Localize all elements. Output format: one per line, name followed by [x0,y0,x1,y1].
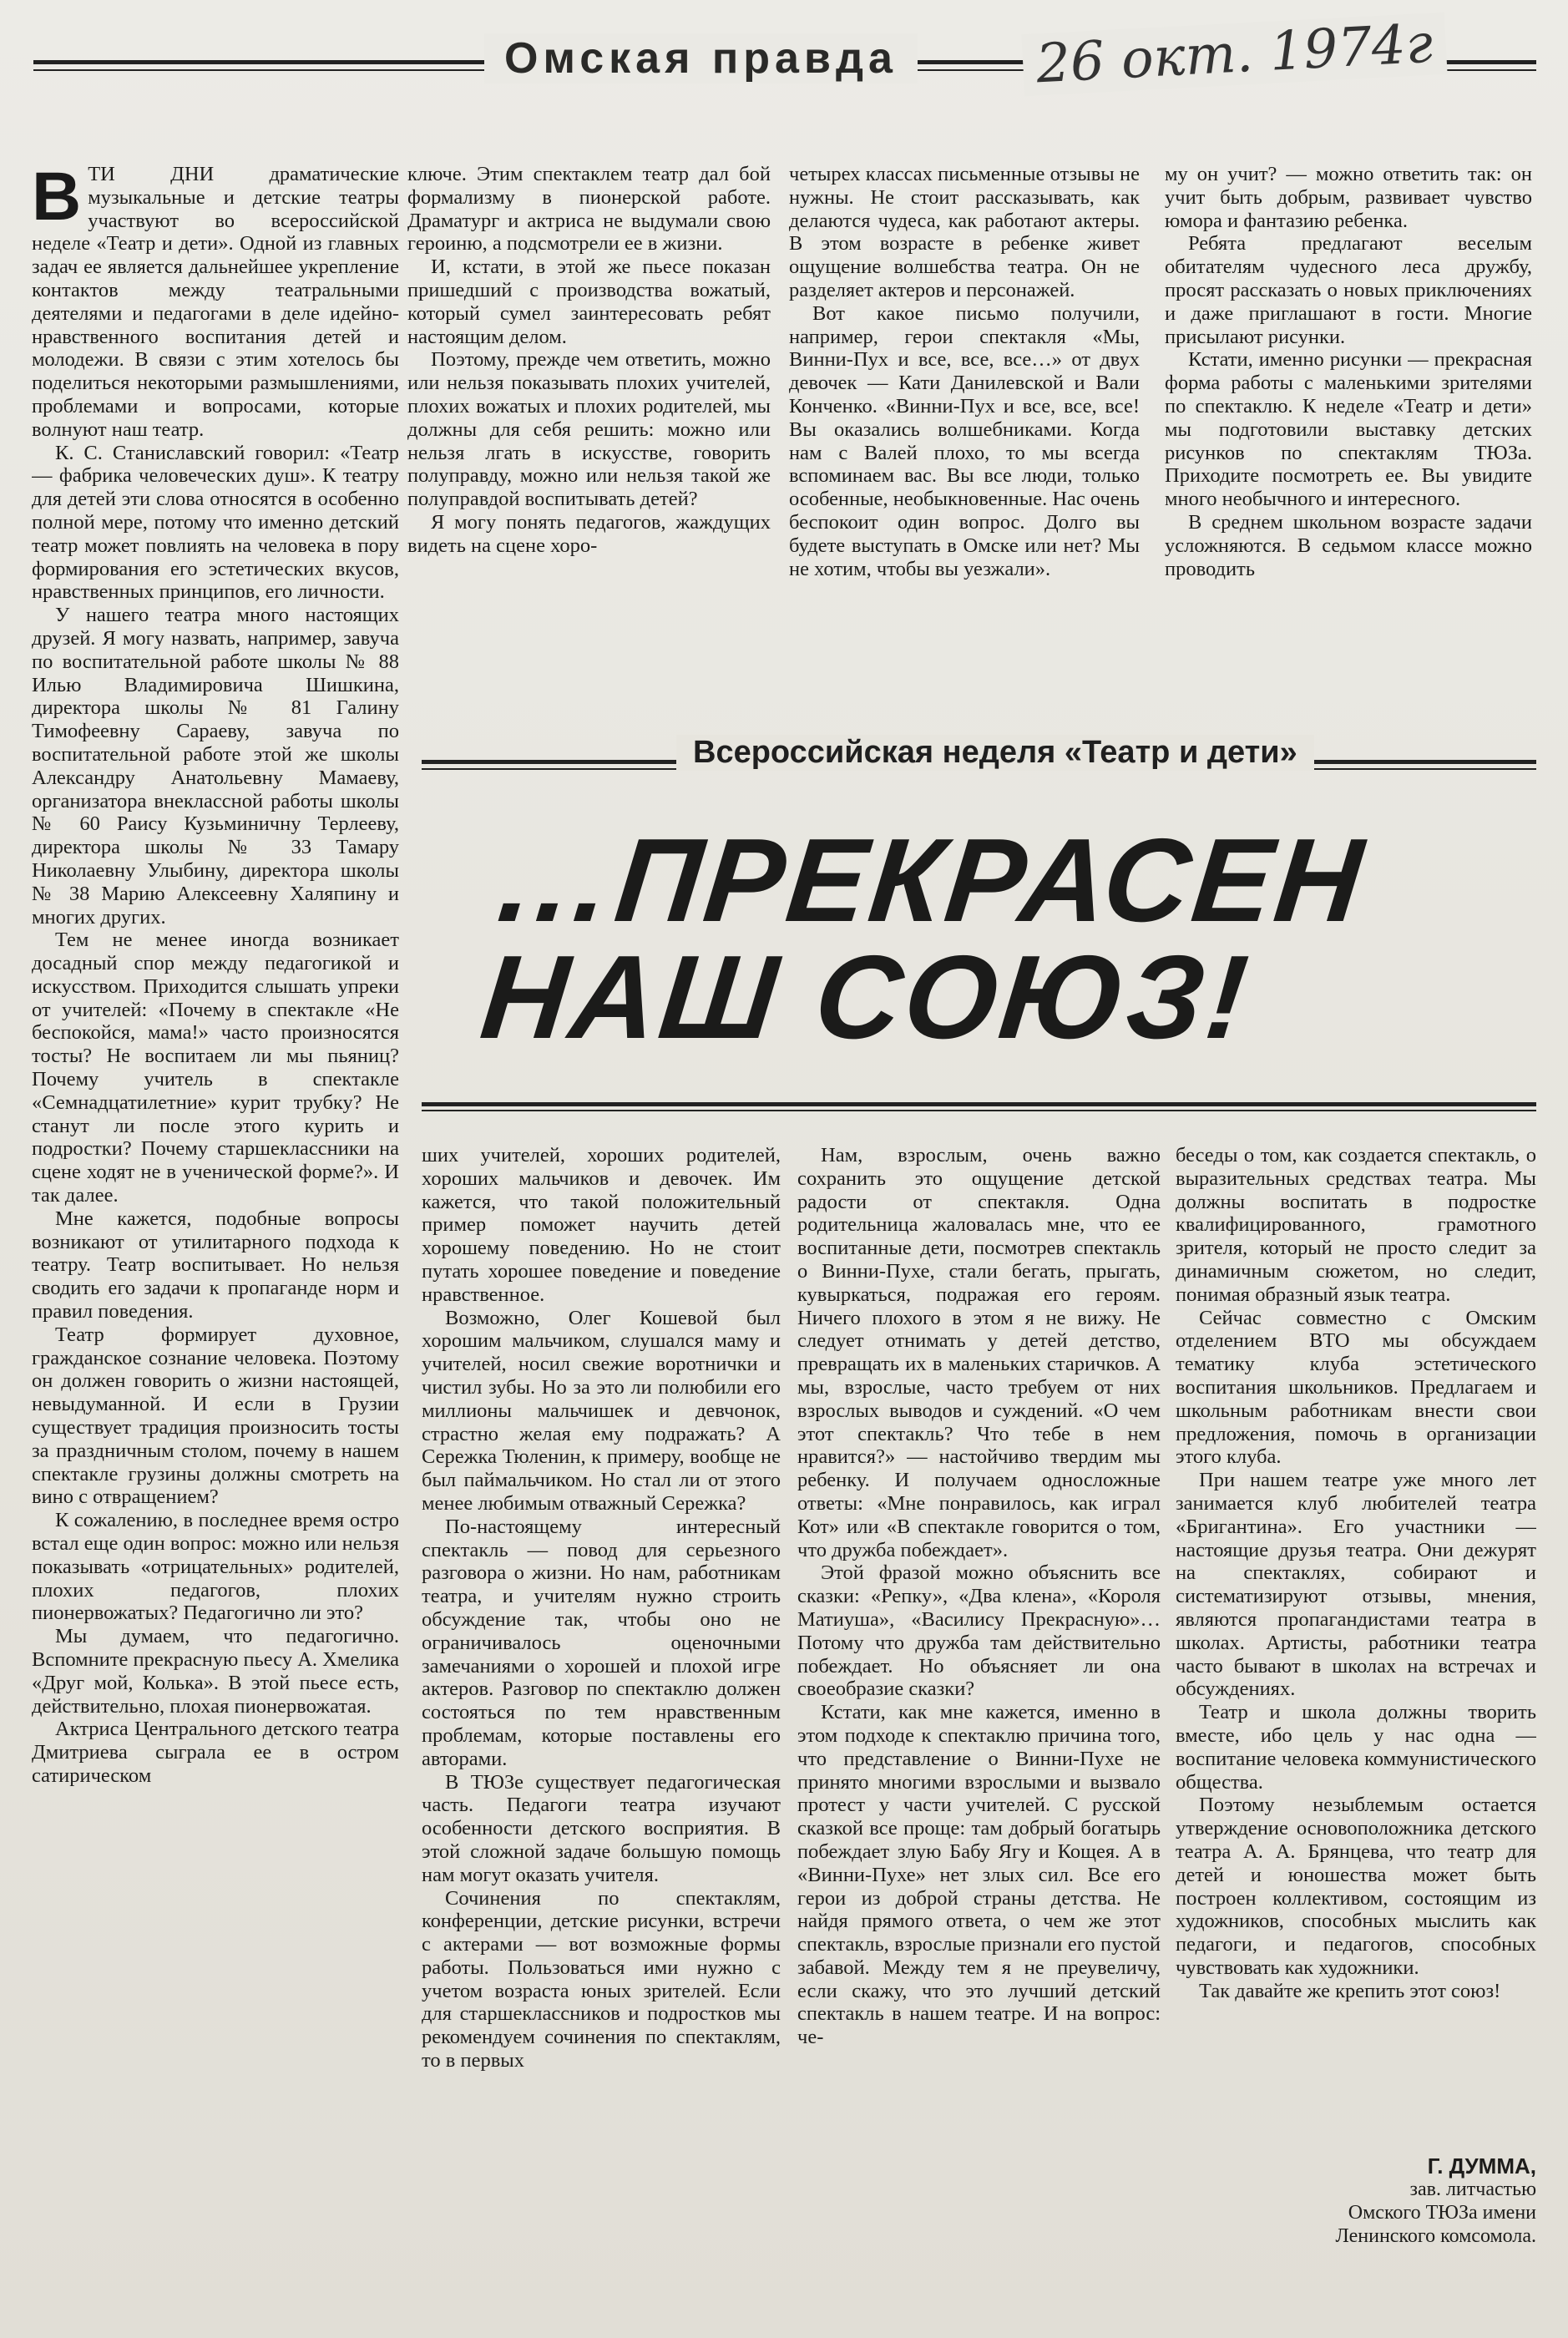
handwritten-date: 26 окт. 1974г [1021,13,1447,96]
paragraph: ших учителей, хороших родителей, хороших мальчиков и девочек. Им кажется, что такой положительный пример поможет научить детей хорошему поведению. Но не стоит путать хорошее поведение и поведение нравственное. [422,1144,781,1306]
paragraph: К. С. Станиславский говорил: «Театр — фабрика человеческих душ». К театру для детей эти слова относятся в особенно полной мере, потому что именно детский театр может повлиять на человека в пору формирования его эстетических вкусов, нравственных принципов, его личности. [32,441,399,604]
author-organization-name: Ленинского комсомола. [1335,2225,1536,2247]
paragraph: Сейчас совместно с Омским отделением ВТО мы обсуждаем тематику клуба эстетического воспитания школьников. Предлагаем и школьным работникам внести свои предложения, помочь в организации этого клуба. [1176,1306,1536,1469]
paragraph: Кстати, именно рисунки — прекрасная форма работы с маленькими зрителями по спектаклю. К неделе «Театр и дети» мы подготовили выставку детских рисунков по спектаклям ТЮЗа. Приходите посмотреть ее. Вы увидите много необычного и интересного. [1165,348,1532,511]
paragraph: По-настоящему интересный спектакль — повод для серьезного разговора о жизни. Но нам, работникам театра, и учителям нужно строить обсуждение так, чтобы оно не ограничивалось оценочными замечаниями о хорошей и плохой игре актеров. Разговор по спектаклю должен состояться по тем нравственным проблемам, которые поставлены его авторами. [422,1515,781,1770]
paragraph: Я могу понять педагогов, жаждущих видеть на сцене хоро- [407,510,771,557]
paragraph: четырех классах письменные отзывы не нужны. Не стоит рассказывать, как делаются чудеса, как работают актеры. В этом возрасте в ребенке живет ощущение волшебства театра. Он не разделяет актеров и персонажей. [789,163,1140,301]
paragraph: Мне кажется, подобные вопросы возникают от утилитарного подхода к театру. Театр воспитывает. Но нельзя сводить его задачи к пропаганде норм и правил поведения. [32,1207,399,1323]
paragraph: Вот какое письмо получили, например, герои спектакля «Мы, Винни-Пух и все, все, все…» от двух девочек — Кати Данилевской и Вали Конченко. «Винни-Пух и все, все, все! Вы оказались волшебниками. Когда нам с Валей плохо, то мы всегда вспоминаем вас. Вы все люди, только особенные, необыкновенные. Нас очень беспокоит один вопрос. Долго вы будете выступать в Омске или нет? Мы не хотим, чтобы вы уезжали». [789,301,1140,580]
paragraph: Актриса Центрального детского театра Дмитриева сыграла ее в остром сатирическом [32,1718,399,1787]
rubric-title: Всероссийская неделя «Театр и дети» [676,735,1314,771]
paragraph: беседы о том, как создается спектакль, о выразительных средствах театра. Мы должны воспитать в подростке квалифицированного, грамотного зрителя, который не просто следит за динамичным сюжетом, но следит, понимая образный язык театра. [1176,1144,1536,1306]
article-column-5 [422,1144,781,2330]
paragraph: Так давайте же крепить этот союз! [1199,1979,1501,2002]
paragraph: У нашего театра много настоящих друзей. Я могу назвать, например, завуча по воспитательной работе школы № 88 Илью Владимировича Шишкина, директора школы № 81 Галину Тимофеевну Сараеву, завуча по воспитательной работе этой же школы Александру Анатольевну Мамаеву, организатора внеклассной работы школы № 60 Раису Кузьминичну Терлееву, директора школы № 33 Тамару Николаевну Улыбину, директора школы № 38 Марию Алексеевну Халяпину и многих других. [32,604,399,929]
masthead [33,13,1536,99]
paragraph: И, кстати, в этой же пьесе показан пришедший с производства вожатый, который сумел заинтересовать ребят настоящим делом. [407,256,771,348]
paragraph: Сочинения по спектаклям, конференции, детские рисунки, встречи с актерами — вот возможные формы работы. Пользоваться ими нужно с учетом возраста юных зрителей. Если для старшеклассников и подростков мы рекомендуем сочинения по спектаклям, то в первых [422,1886,781,2072]
paragraph: В среднем школьном возрасте задачи усложняются. В седьмом классе можно проводить [1165,510,1532,580]
article-column-4 [1165,163,1532,697]
lead-text: ТИ ДНИ драматические музыкальные и детские театры участвуют во всероссийской неделе «Театр и дети». Одной из главных задач ее является дальнейшее укрепление контактов между театральными деятелями и педагогами в деле идейно-нравственного воспитания детей и молодежи. В связи с этим хотелось бы поделиться некоторыми размышлениями, проблемами и вопросами, которые волнуют наш театр. [32,163,399,441]
paragraph: В ТЮЗе существует педагогическая часть. Педагоги театра изучают особенности детского восприятия. В этой сложной задаче большую помощь нам могут оказать учителя. [422,1770,781,1886]
drop-cap: В [32,163,82,235]
paragraph: Поэтому незыблемым остается утверждение основоположника детского театра А. А. Брянцева, что театр для детей и юношества может быть построен коллективом, состоящим из художников, способных мыслить как педагоги, и педагогов, способных чувствовать как художники. [1176,1794,1536,1979]
headline-banner [422,735,1536,1102]
paragraph: Театр и школа должны творить вместе, ибо цель у нас одна — воспитание человека коммунистического общества. [1176,1701,1536,1794]
article-column-7 [1176,1144,1536,2150]
paragraph: Этой фразой можно объяснить все сказки: «Репку», «Два клена», «Короля Матиуша», «Василису Прекрасную»… Потому что дружба там действительно побеждает. Но объясняет ли она своеобразие сказки? [797,1561,1161,1701]
paragraph: Ребята предлагают веселым обитателям чудесного леса дружбу, просят рассказать о новых приключениях и даже приглашают в гости. Многие присылают рисунки. [1165,232,1532,348]
paragraph: Тем не менее иногда возникает досадный спор между педагогикой и искусством. Приходится слышать упреки от учителей: «Почему в спектакле «Не беспокойся, мама!» часто произносятся тосты? Не воспитаем ли мы пьяниц? Почему учитель в спектакле «Семнадцатилетние» курит трубку? Не станут ли после этого курить и подростки? Почему старшеклассники на сцене ходят не в ученической форме?». И так далее. [32,929,399,1207]
headline: …ПРЕКРАСЕН НАШ СОЮЗ! [475,814,1372,1064]
article-column-3 [789,163,1140,697]
paragraph: му он учит? — можно ответить так: он учит быть добрым, развивает чувство юмора и фантазию ребенка. [1165,163,1532,232]
paragraph: К сожалению, в последнее время остро встал еще один вопрос: можно или нельзя показывать «отрицательных» родителей, плохих педагогов, плохих пионервожатых? Педагогично ли это? [32,1509,399,1625]
author-name: Г. ДУММА, [1427,2153,1536,2179]
paragraph: Возможно, Олег Кошевой был хорошим мальчиком, слушался маму и учителей, носил свежие воротнички и чистил зубы. Но за это ли полюбили его миллионы мальчишек и девчонок, страстно желая ему подражать? А Сережка Тюленин, к примеру, вообще не был паймальчиком. Но стал ли от этого менее любимым отважный Сережка? [422,1306,781,1515]
author-position: зав. литчастью [1409,2179,1536,2200]
paragraph: Поэтому, прежде чем ответить, можно или нельзя показывать плохих учителей, плохих вожатых и плохих родителей, мы должны для себя решить: можно или нельзя лгать в искусстве, говорить полуправду, можно или нельзя такой же полуправдой воспитывать детей? [407,348,771,511]
headline-rule [422,1102,1536,1111]
newspaper-name: Омская правда [484,33,918,84]
paragraph: ключе. Этим спектаклем театр дал бой формализму в пионерской работе. Драматург и актриса не выдумали свою героиню, а подсмотрели ее в жизни. [407,163,771,256]
paragraph: Мы думаем, что педагогично. Вспомните прекрасную пьесу А. Хмелика «Друг мой, Колька». В этой пьесе есть, действительно, плохая пионервожатая. [32,1625,399,1718]
lead-paragraph [32,163,399,442]
paragraph: Кстати, как мне кажется, именно в этом подходе к спектаклю причина того, что представление о Винни-Пухе не принято многими взрослыми и вызвало протест у части учителей. С русской сказкой все проще: там добрый богатырь побеждает злую Бабу Ягу и Кощея. А в «Винни-Пухе» нет злых сил. Все его герои из доброй страны детства. Не найдя прямого ответа, о чем же этот спектакль, взрослые признали его пустой забавой. Между тем я не преувеличу, если скажу, что это лучший детский спектакль в нашем театре. И на вопрос: че- [797,1701,1161,2049]
article-column-2 [407,163,771,697]
paragraph: Театр формирует духовное, гражданское сознание человека. Поэтому он должен говорить о жизни настоящей, невыдуманной. И если в Грузии существует традиция произносить тосты за праздничным столом, почему в нашем спектакле грузины должны смотреть на вино с отвращением? [32,1323,399,1509]
article-column-1 [32,163,399,2334]
article-column-6 [797,1144,1161,2330]
paragraph: При нашем театре уже много лет занимается клуб любителей театра «Бригантина». Его участники — настоящие друзья театра. Они дежурят на спектаклях, собирают и систематизируют отзывы, мнения, являются пропагандистами театра в школах. Артисты, работники театра часто бывают в школах на встречах и обсуждениях. [1176,1469,1536,1701]
author-signature [1169,2154,1536,2248]
paragraph: Нам, взрослым, очень важно сохранить это ощущение детской радости от спектакля. Одна родительница жаловалась мне, что ее воспитанные дети, посмотрев спектакль о Винни-Пухе, стали бегать, прыгать, кувыркаться, подражая его героям. Ничего плохого в этом я не вижу. Не следует отнимать у детей детство, превращать их в маленьких старичков. А мы, взрослые, часто требуем от них взрослых выводов и суждений. «О чем этот спектакль? Что тебе в нем нравится?» — настойчиво твердим мы ребенку. И получаем односложные ответы: «Мне понравилось, как играл Кот» или «В спектакле говорится о том, что дружба побеждает». [797,1144,1161,1561]
author-organization: Омского ТЮЗа имени [1348,2202,1536,2224]
